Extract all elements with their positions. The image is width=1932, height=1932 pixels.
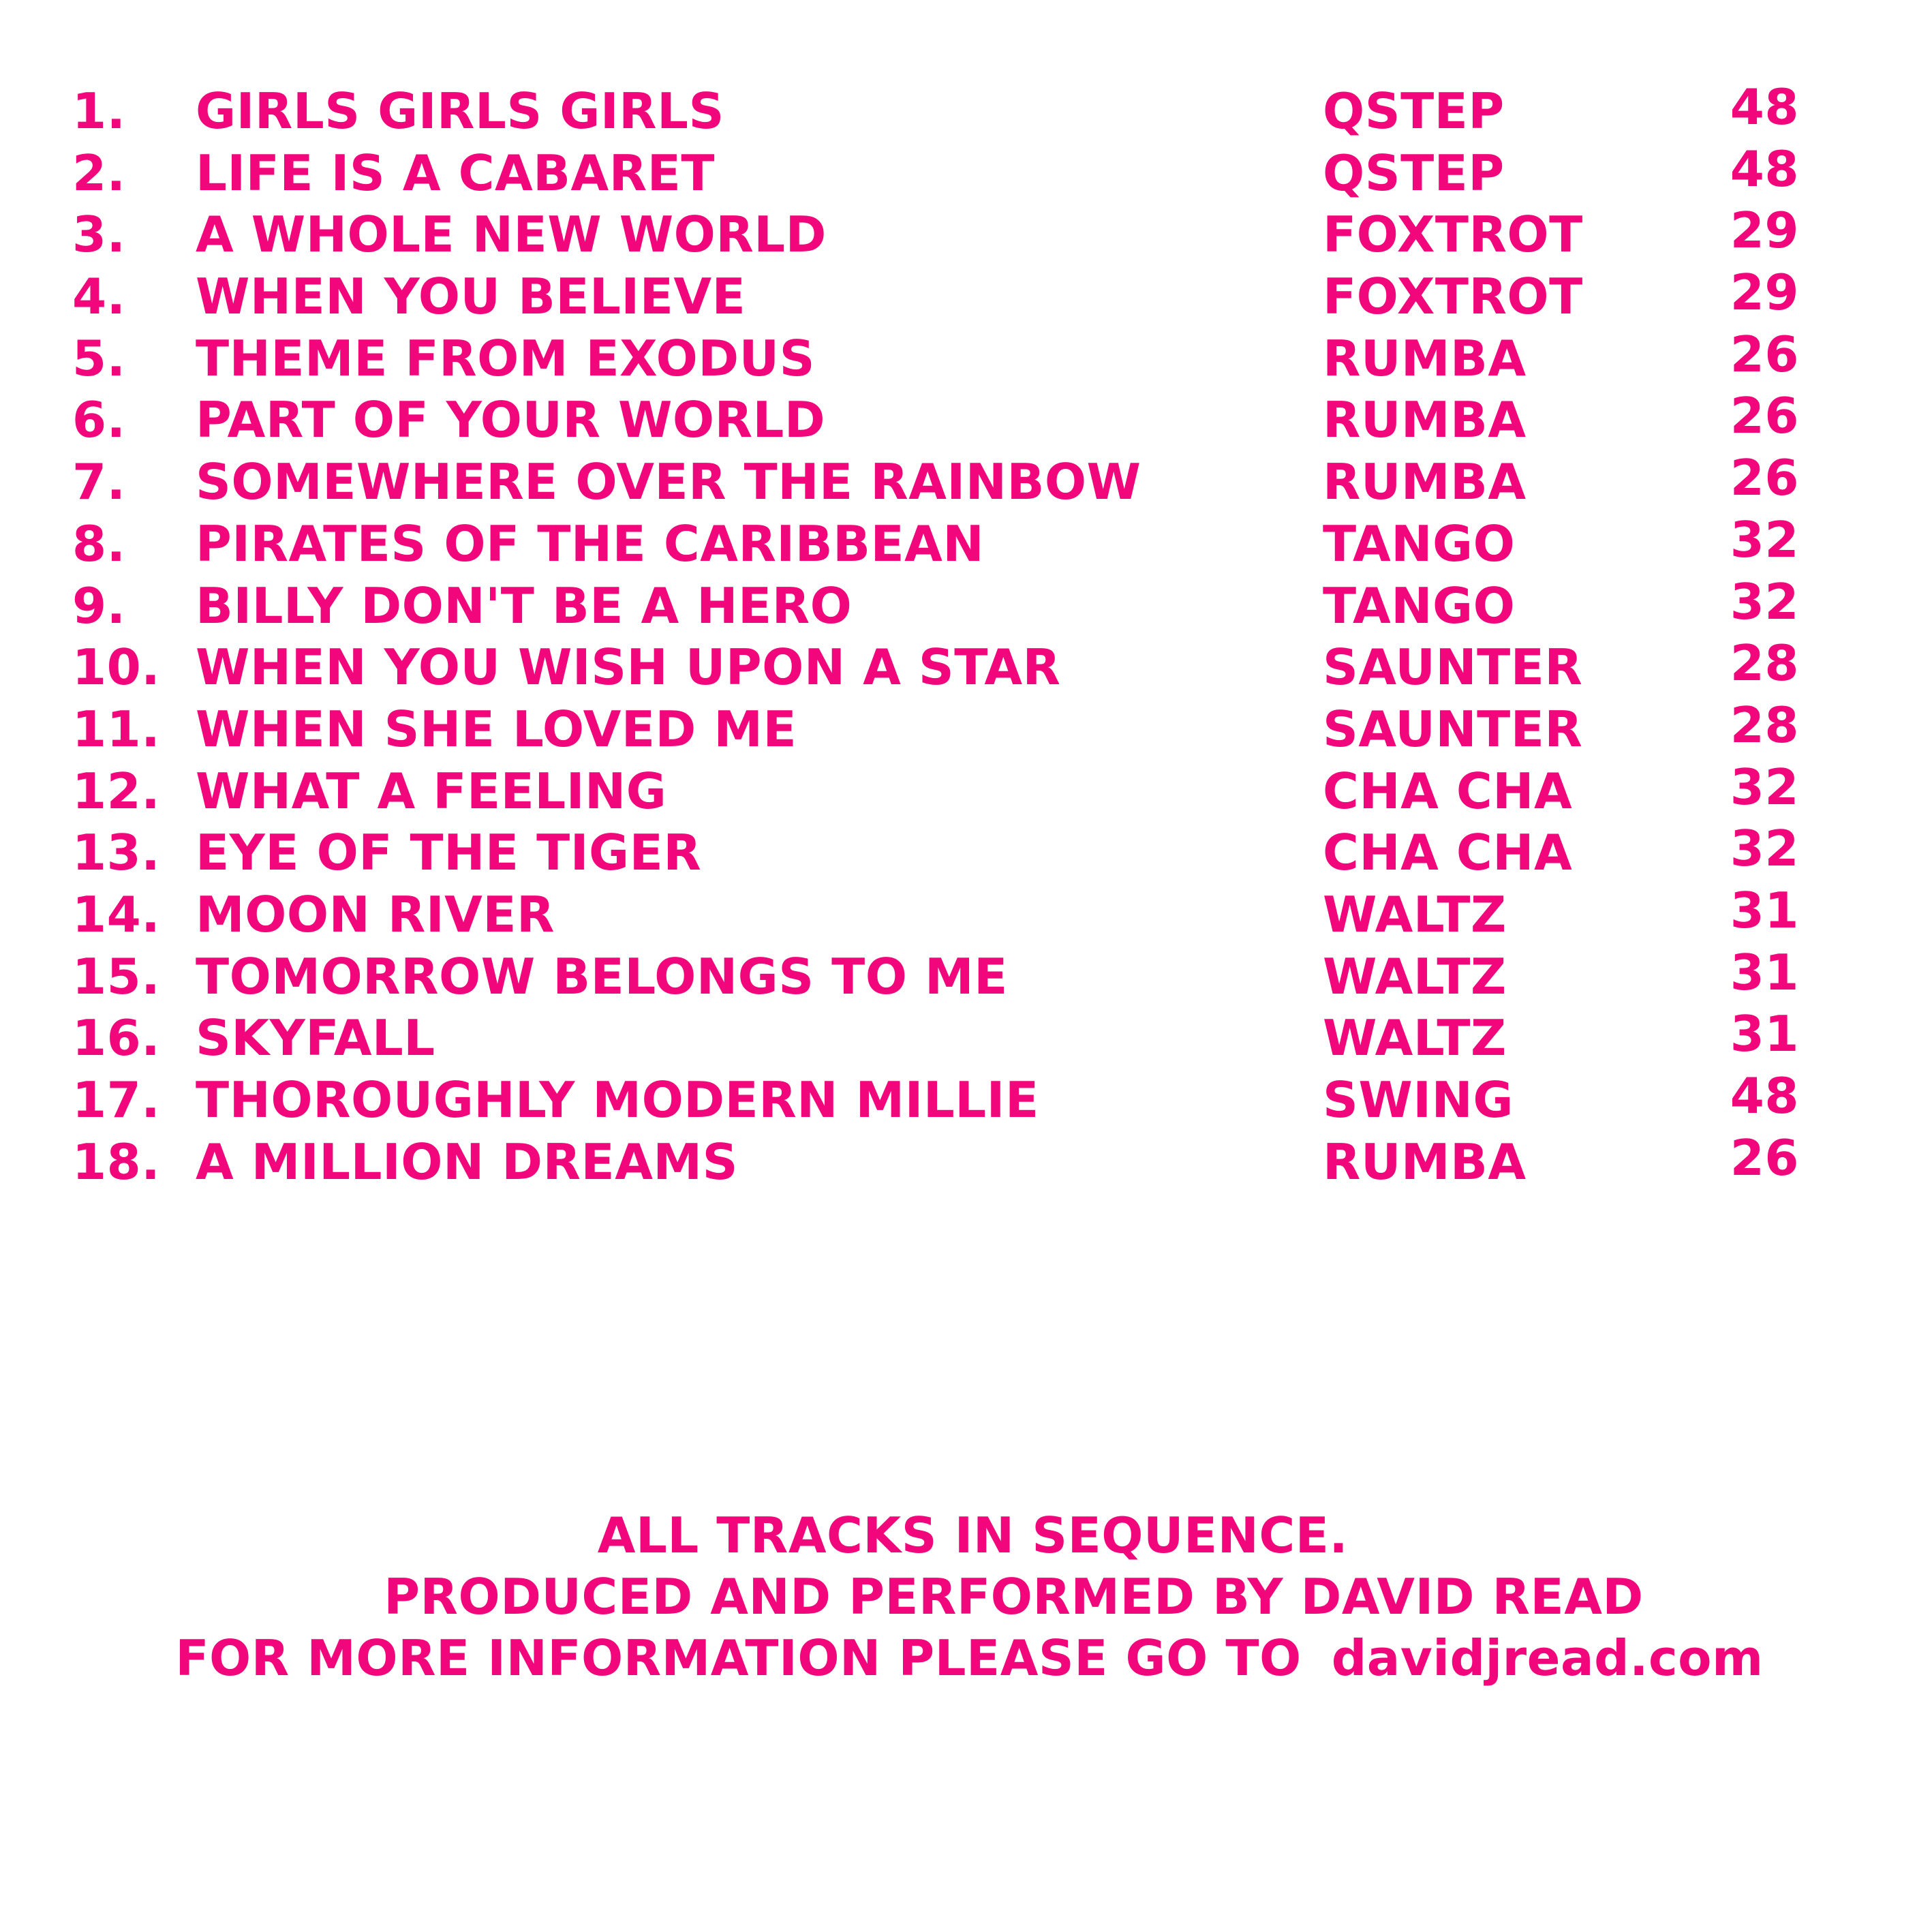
track-title: MOON RIVER — [196, 885, 555, 943]
track-dance: FOXTROT — [1323, 268, 1583, 326]
track-tempo: 28 — [1730, 696, 1799, 754]
track-number: 8. — [72, 515, 126, 572]
track-tempo: 48 — [1730, 140, 1799, 198]
track-tempo: 32 — [1730, 572, 1799, 630]
footer — [0, 1505, 1932, 1689]
track-tempo: 26 — [1730, 387, 1799, 445]
track-tempo: 26 — [1730, 325, 1799, 383]
track-row — [0, 822, 1932, 884]
track-title: WHEN YOU BELIEVE — [196, 268, 746, 326]
track-tempo: 31 — [1730, 881, 1799, 939]
track-row — [0, 80, 1932, 142]
footer-credits: PRODUCED AND PERFORMED BY DAVID READ — [384, 1568, 1644, 1625]
track-title: THOROUGHLY MODERN MILLIE — [196, 1071, 1039, 1129]
track-row — [0, 510, 1932, 575]
track-tempo: 48 — [1730, 78, 1799, 136]
track-title: A MILLION DREAMS — [196, 1133, 738, 1191]
track-row — [0, 943, 1932, 1008]
track-number: 3. — [72, 206, 126, 264]
track-tempo: 32 — [1730, 510, 1799, 568]
track-dance: FOXTROT — [1323, 206, 1583, 264]
track-row — [0, 1069, 1932, 1131]
track-title: WHEN SHE LOVED ME — [196, 700, 797, 758]
track-dance: SWING — [1323, 1071, 1514, 1129]
track-row — [0, 572, 1932, 637]
track-number: 14. — [72, 885, 161, 943]
track-title: WHEN YOU WISH UPON A STAR — [196, 639, 1061, 696]
track-number: 7. — [72, 453, 126, 511]
track-dance: WALTZ — [1323, 1009, 1507, 1067]
track-title: LIFE IS A CABARET — [196, 144, 716, 202]
website-link[interactable]: davidjread.com — [1331, 1629, 1764, 1687]
track-dance: RUMBA — [1323, 329, 1527, 387]
track-title: SOMEWHERE OVER THE RAINBOW — [196, 453, 1141, 511]
track-title: THEME FROM EXODUS — [196, 329, 815, 387]
track-tempo: 29 — [1730, 264, 1799, 322]
track-title: A WHOLE NEW WORLD — [196, 206, 827, 264]
track-title: GIRLS GIRLS GIRLS — [196, 82, 724, 140]
footer-sequence-note: ALL TRACKS IN SEQUENCE. — [597, 1507, 1349, 1564]
track-dance: WALTZ — [1323, 947, 1507, 1005]
track-number: 12. — [72, 762, 161, 820]
track-dance: QSTEP — [1323, 82, 1505, 140]
track-title: BILLY DON'T BE A HERO — [196, 577, 853, 634]
track-number: 2. — [72, 144, 126, 202]
track-dance: SAUNTER — [1323, 639, 1583, 696]
track-row — [0, 142, 1932, 204]
track-row — [0, 696, 1932, 761]
track-title: SKYFALL — [196, 1009, 435, 1067]
track-dance: RUMBA — [1323, 1133, 1527, 1191]
track-number: 10. — [72, 639, 161, 696]
track-dance: CHA CHA — [1323, 824, 1573, 882]
track-dance: RUMBA — [1323, 391, 1527, 449]
track-number: 5. — [72, 329, 126, 387]
track-dance: WALTZ — [1323, 885, 1507, 943]
track-row — [0, 758, 1932, 823]
track-row — [0, 325, 1932, 390]
track-title: PART OF YOUR WORLD — [196, 391, 826, 449]
track-number: 1. — [72, 82, 126, 140]
track-row — [0, 634, 1932, 699]
track-number: 16. — [72, 1009, 161, 1067]
track-dance: CHA CHA — [1323, 762, 1573, 820]
track-row — [0, 881, 1932, 946]
track-list — [0, 80, 1932, 1193]
track-tempo: 31 — [1730, 943, 1799, 1001]
track-dance: QSTEP — [1323, 144, 1505, 202]
track-tempo: 29 — [1730, 202, 1799, 260]
track-dance: SAUNTER — [1323, 700, 1583, 758]
track-title: WHAT A FEELING — [196, 762, 667, 820]
footer-info — [0, 1627, 1932, 1689]
track-row — [0, 266, 1932, 328]
track-title: PIRATES OF THE CARIBBEAN — [196, 515, 985, 572]
track-tempo: 31 — [1730, 1005, 1799, 1063]
track-number: 17. — [72, 1071, 161, 1129]
track-number: 18. — [72, 1133, 161, 1191]
track-number: 11. — [72, 700, 161, 758]
track-tempo: 26 — [1730, 1129, 1799, 1186]
track-dance: TANGO — [1323, 577, 1516, 634]
track-row — [0, 204, 1932, 266]
footer-info-text: FOR MORE INFORMATION PLEASE GO TO — [175, 1629, 1302, 1687]
track-tempo: 26 — [1730, 449, 1799, 507]
track-row — [0, 451, 1932, 513]
track-number: 9. — [72, 577, 126, 634]
track-row — [0, 1007, 1932, 1069]
track-number: 15. — [72, 947, 161, 1005]
track-dance: RUMBA — [1323, 453, 1527, 511]
track-title: EYE OF THE TIGER — [196, 824, 702, 882]
track-number: 6. — [72, 391, 126, 449]
track-row — [0, 389, 1932, 451]
track-tempo: 28 — [1730, 634, 1799, 692]
track-number: 4. — [72, 268, 126, 326]
track-tempo: 32 — [1730, 820, 1799, 878]
track-title: TOMORROW BELONGS TO ME — [196, 947, 1008, 1005]
track-dance: TANGO — [1323, 515, 1516, 572]
track-tempo: 48 — [1730, 1067, 1799, 1124]
track-tempo: 32 — [1730, 758, 1799, 816]
track-row — [0, 1131, 1932, 1193]
track-number: 13. — [72, 824, 161, 882]
